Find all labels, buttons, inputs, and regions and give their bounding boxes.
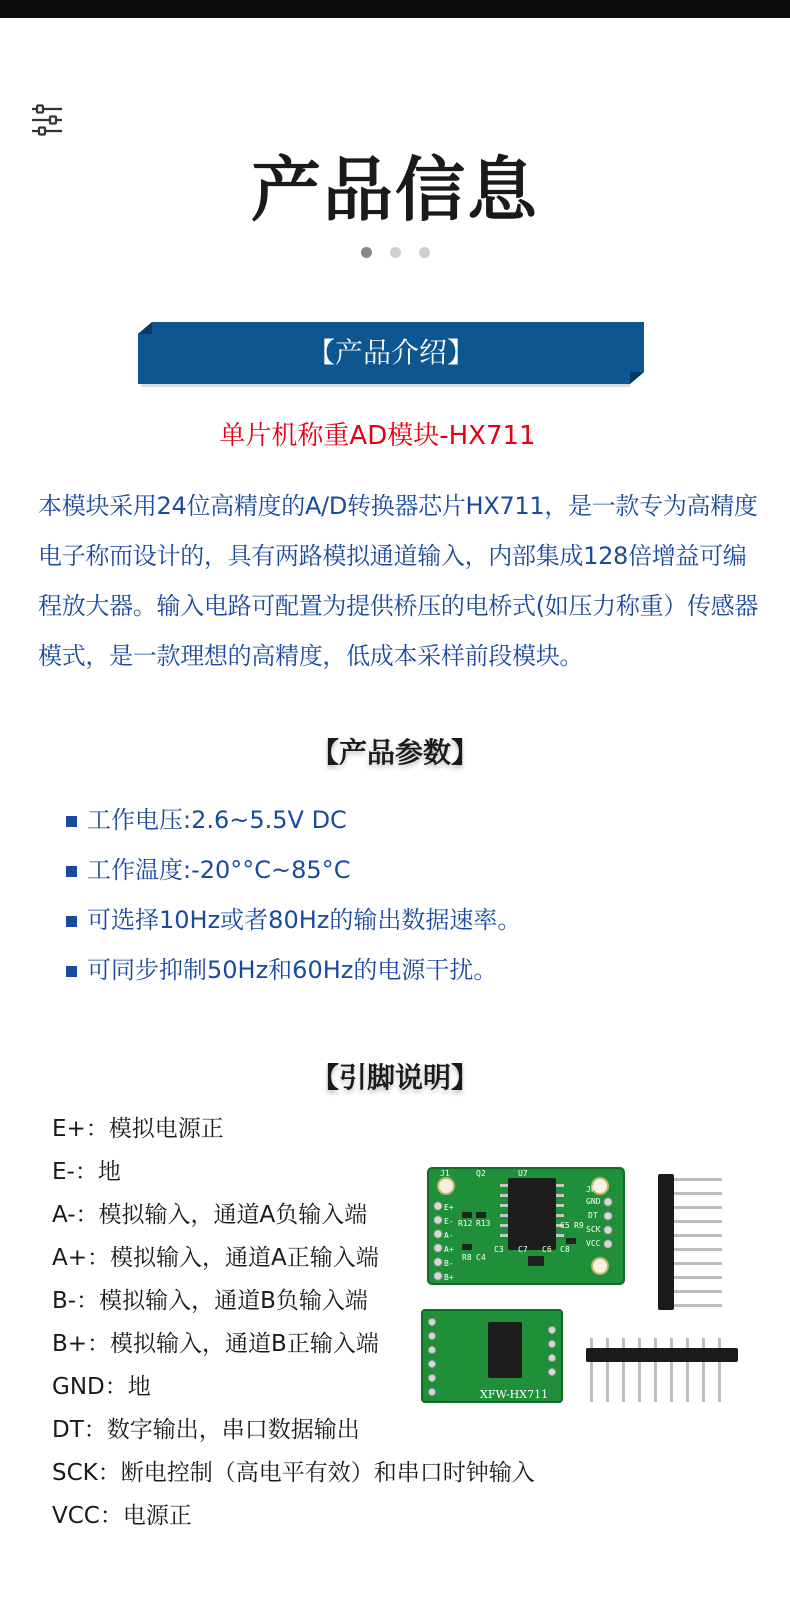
top-bar [0,0,790,18]
list-item: A-：模拟输入，通道A负输入端 [52,1202,368,1228]
svg-text:J1: J1 [440,1169,450,1178]
svg-text:VCC: VCC [586,1239,601,1248]
param-text: 工作电压:2.6~5.5V DC [87,806,347,834]
svg-text:DT: DT [588,1211,598,1220]
params-list [66,800,521,1000]
param-text: 可同步抑制50Hz和60Hz的电源干扰。 [87,956,498,984]
carousel-indicator [0,247,790,258]
param-text: 工作温度:-20°°C~85°C [87,856,351,884]
svg-text:SCK: SCK [586,1225,601,1234]
svg-text:R8: R8 [462,1253,472,1262]
intro-paragraph: 本模块采用24位高精度的A/D转换器芯片HX711，是一款专为高精度电子称而设计的，具有两路模拟通道输入，内部集成128倍增益可编程放大器。输入电路可配置为提供桥压的电桥式(如压力称重）传感器模式，是一款理想的高精度，低成本采样前段模块。 [38,492,759,670]
carousel-dot[interactable] [390,247,401,258]
params-heading: 【产品参数】 [310,736,479,769]
list-item: B-：模拟输入，通道B负输入端 [52,1288,368,1314]
svg-text:R12: R12 [458,1219,473,1228]
carousel-dot[interactable] [361,247,372,258]
svg-text:A-: A- [444,1231,454,1240]
svg-text:C7: C7 [518,1245,528,1254]
intro-heading: 【产品介绍】 [306,336,475,369]
list-item: DT：数字输出，串口数据输出 [52,1417,360,1443]
list-item: A+：模拟输入，通道A正输入端 [52,1245,379,1271]
filter-settings-icon[interactable] [30,104,64,136]
carousel-dot[interactable] [419,247,430,258]
page-title: 产品信息 [251,149,539,231]
pcb-board-bottom [422,1310,562,1402]
list-item: VCC：电源正 [52,1503,192,1529]
square-bullet-icon [66,866,77,877]
svg-text:U7: U7 [518,1169,528,1178]
list-item: B+：模拟输入，通道B正输入端 [52,1331,379,1357]
svg-text:E-: E- [444,1217,454,1226]
list-item: SCK：断电控制（高电平有效）和串口时钟输入 [52,1460,535,1486]
list-item [66,800,521,850]
pin-header-horizontal [586,1338,738,1402]
hx711-module-photo [418,1162,748,1422]
board-silk-label: XFW-HX711 [480,1388,549,1401]
svg-text:R9: R9 [574,1221,584,1230]
param-text: 可选择10Hz或者80Hz的输出数据速率。 [87,906,522,934]
svg-text:B-: B- [444,1259,454,1268]
svg-text:GND: GND [586,1197,601,1206]
svg-text:A+: A+ [444,1245,454,1254]
square-bullet-icon [66,966,77,977]
svg-text:C6: C6 [542,1245,552,1254]
svg-text:B+: B+ [444,1273,454,1282]
list-item [66,950,521,1000]
pcb-board-top [428,1168,624,1284]
svg-text:C3: C3 [494,1245,504,1254]
list-item [66,850,521,900]
pins-heading: 【引脚说明】 [310,1061,479,1094]
square-bullet-icon [66,916,77,927]
svg-text:C8: C8 [560,1245,570,1254]
pin-label-e-plus: E+ [444,1203,454,1212]
svg-text:Q2: Q2 [476,1169,486,1178]
product-subtitle: 单片机称重AD模块-HX711 [219,421,536,451]
list-item: E-：地 [52,1159,121,1185]
svg-text:JP2: JP2 [586,1185,601,1194]
list-item [66,900,521,950]
square-bullet-icon [66,816,77,827]
list-item: GND：地 [52,1374,151,1400]
svg-text:C4: C4 [476,1253,486,1262]
pin-header-vertical [658,1174,722,1310]
list-item: E+：模拟电源正 [52,1116,224,1142]
svg-text:C5: C5 [560,1221,570,1230]
svg-text:R13: R13 [476,1219,491,1228]
